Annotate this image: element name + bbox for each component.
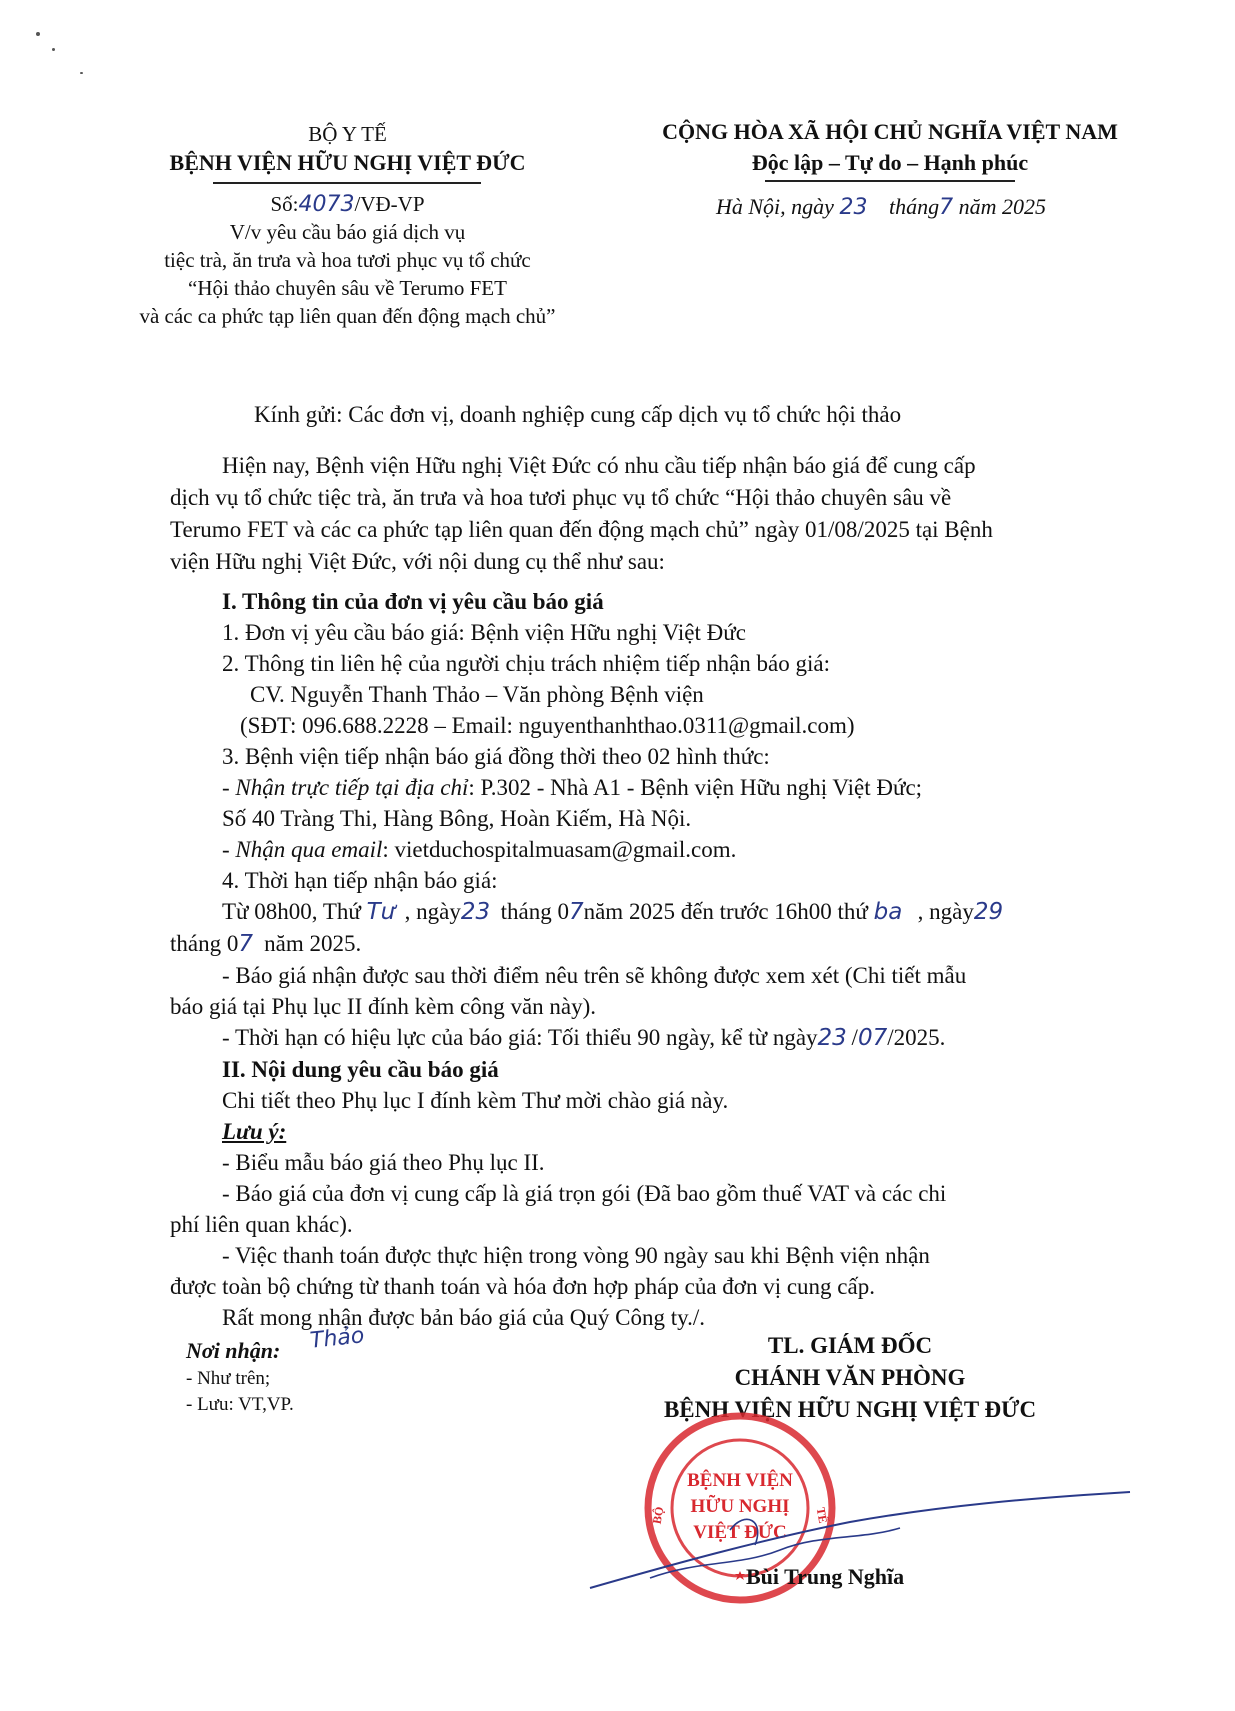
signature-line-2: CHÁNH VĂN PHÒNG (734, 1365, 966, 1390)
intro-line: viện Hữu nghị Việt Đức, với nội dung cụ thể như sau: (170, 549, 665, 574)
period-from-day-label: , ngày (404, 899, 461, 924)
scan-speck (36, 32, 40, 36)
recipient-item: - Lưu: VT,VP. (186, 1394, 294, 1415)
section-1 (170, 586, 1110, 1333)
note-line: phí liên quan khác). (170, 1212, 353, 1237)
section-1-item-4: 4. Thời hạn tiếp nhận báo giá: (222, 868, 498, 893)
scan-speck (80, 72, 83, 74)
period-from-prefix: Từ 08h00, Thứ (222, 899, 361, 924)
date-year: năm 2025 (958, 194, 1046, 219)
note-late-2: báo giá tại Phụ lục II đính kèm công văn này). (170, 994, 597, 1019)
stamp-line-1: BỆNH VIỆN (687, 1470, 793, 1491)
stamp-ring-right: TẾ (813, 1506, 831, 1525)
email-address (170, 834, 1110, 865)
period-to-day-label: , ngày (917, 899, 974, 924)
header-right (620, 116, 1160, 178)
intro-line: Terumo FET và các ca phức tạp liên quan đến động mạch chủ” ngày 01/08/2025 tại Bệnh (170, 517, 993, 542)
period-from-month-label: tháng 0 (500, 899, 569, 924)
intro-paragraph (170, 450, 1105, 578)
direct-value: : P.302 - Nhà A1 - Bệnh viện Hữu nghị Việt Đức; (468, 775, 923, 800)
section-2-title: II. Nội dung yêu cầu báo giá (222, 1057, 499, 1082)
period-to-text: năm 2025 đến trước 16h00 thứ (583, 899, 868, 924)
contact-phone-email: (SĐT: 096.688.2228 – Email: nguyenthanhthao.0311@gmail.com) (240, 713, 855, 738)
period-line-1 (170, 896, 1110, 928)
period-from-day-handwritten: 23 (460, 899, 491, 925)
date-month-label: tháng (888, 194, 940, 219)
notes-title: Lưu ý: (222, 1119, 287, 1144)
section-1-title: I. Thông tin của đơn vị yêu cầu báo giá (222, 589, 604, 614)
validity-day-handwritten: 23 (817, 1025, 847, 1051)
section-2-detail: Chi tiết theo Phụ lục I đính kèm Thư mời chào giá này. (222, 1088, 729, 1113)
date-line (716, 194, 1046, 220)
ministry-name: BỘ Y TẾ (308, 122, 387, 146)
note-line: - Biểu mẫu báo giá theo Phụ lục II. (222, 1150, 545, 1175)
period-to-day-handwritten: 29 (973, 899, 1004, 925)
signature-line-3: BỆNH VIỆN HỮU NGHỊ VIỆT ĐỨC (663, 1397, 1037, 1422)
period-month2-label: tháng 0 (170, 931, 239, 956)
hospital-name: BỆNH VIỆN HỮU NGHỊ VIỆT ĐỨC (169, 150, 526, 175)
note-late-1: - Báo giá nhận được sau thời điểm nêu trên sẽ không được xem xét (Chi tiết mẫu (222, 963, 967, 988)
validity-month-handwritten: 07 (857, 1025, 888, 1051)
ref-number-handwritten: 4073 (298, 192, 355, 217)
salutation: Kính gửi: Các đơn vị, doanh nghiệp cung cấp dịch vụ tổ chức hội thảo (254, 402, 902, 427)
validity-line (170, 1022, 1110, 1054)
subject-line: tiệc trà, ăn trưa và hoa tươi phục vụ tổ chức (164, 248, 531, 272)
notes-title-row (170, 1116, 1110, 1147)
note-line: - Báo giá của đơn vị cung cấp là giá trọn gói (Đã bao gồm thuế VAT và các chi (222, 1181, 947, 1206)
date-day-handwritten: 23 (839, 195, 868, 220)
subject-line: “Hội thảo chuyên sâu về Terumo FET (188, 276, 507, 300)
date-prefix: Hà Nội, ngày (716, 194, 834, 219)
validity-prefix: - Thời hạn có hiệu lực của báo giá: Tối thiểu 90 ngày, kể từ ngày (222, 1025, 818, 1050)
period-from-month-handwritten: 7 (568, 899, 584, 925)
initial-signature: Thảo (308, 1323, 366, 1354)
section-1-item-2: 2. Thông tin liên hệ của người chịu trách nhiệm tiếp nhận báo giá: (222, 651, 830, 676)
nation-title: CỘNG HÒA XÃ HỘI CHỦ NGHĨA VIỆT NAM (662, 119, 1118, 144)
contact-name: CV. Nguyễn Thanh Thảo – Văn phòng Bệnh viện (250, 682, 704, 707)
stamp-line-2: HỮU NGHỊ (690, 1496, 790, 1517)
intro-line: Hiện nay, Bệnh viện Hữu nghị Việt Đức có nhu cầu tiếp nhận báo giá để cung cấp (222, 453, 976, 478)
signature-line-1: TL. GIÁM ĐỐC (767, 1333, 933, 1358)
intro-line: dịch vụ tổ chức tiệc trà, ăn trưa và hoa tươi phục vụ tổ chức “Hội thảo chuyên sâu về (170, 485, 952, 510)
direct-label: - Nhận trực tiếp tại địa chỉ (222, 775, 469, 800)
recipients-title: Nơi nhận: (186, 1338, 281, 1363)
closing-line: Rất mong nhận được bản báo giá của Quý Công ty./. (222, 1305, 706, 1330)
motto-underline (765, 180, 1015, 182)
motto: Độc lập – Tự do – Hạnh phúc (751, 150, 1029, 175)
subject-line: và các ca phức tạp liên quan đến động mạch chủ” (139, 304, 556, 328)
direct-address (170, 772, 1110, 803)
period-month2-handwritten: 7 (238, 931, 253, 957)
stamp-ring-left: BỘ (649, 1505, 667, 1526)
period-year2: năm 2025. (264, 931, 362, 956)
ref-suffix: /VĐ-VP (354, 192, 425, 216)
stamp-line-3: VIỆT ĐỨC (693, 1522, 787, 1543)
date-month-handwritten: 7 (939, 195, 954, 220)
ref-prefix: Số: (270, 192, 299, 216)
validity-sep: / (851, 1025, 858, 1050)
email-label: - Nhận qua email (222, 837, 383, 862)
direct-address-2: Số 40 Tràng Thi, Hàng Bông, Hoàn Kiếm, Hà Nội. (222, 806, 692, 831)
scan-speck (52, 48, 55, 51)
section-1-item-3: 3. Bệnh viện tiếp nhận báo giá đồng thời theo 02 hình thức: (222, 744, 770, 769)
note-line: - Việc thanh toán được thực hiện trong vòng 90 ngày sau khi Bệnh viện nhận (222, 1243, 930, 1268)
period-to-weekday-handwritten: ba (873, 899, 903, 925)
hospital-underline (213, 182, 481, 184)
header-left (90, 120, 605, 178)
period-line-2 (170, 928, 1110, 960)
recipient-item: - Như trên; (186, 1368, 271, 1389)
email-value: : vietduchospitalmuasam@gmail.com. (382, 837, 737, 862)
validity-year: /2025. (887, 1025, 946, 1050)
section-1-item-1: 1. Đơn vị yêu cầu báo giá: Bệnh viện Hữu nghị Việt Đức (222, 620, 746, 645)
director-name: Bùi Trung Nghĩa (746, 1564, 905, 1589)
subject-block (90, 218, 605, 330)
period-from-weekday-handwritten: Tư (366, 899, 396, 925)
subject-line: V/v yêu cầu báo giá dịch vụ (229, 220, 466, 244)
reference-number (90, 190, 605, 219)
note-line: được toàn bộ chứng từ thanh toán và hóa đơn hợp pháp của đơn vị cung cấp. (170, 1274, 875, 1299)
